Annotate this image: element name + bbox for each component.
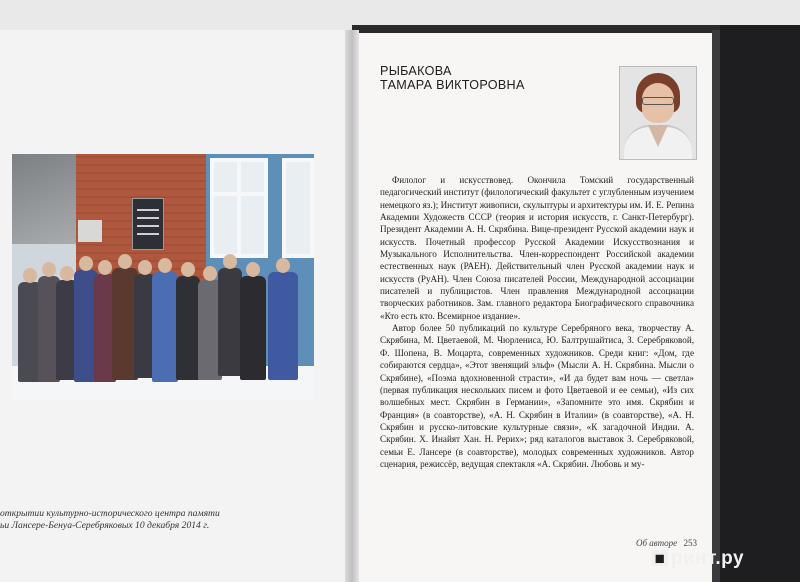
photo-person-head — [181, 262, 195, 277]
cover-edge-shadow — [712, 30, 720, 582]
photo-person-head — [118, 254, 132, 269]
author-name — [380, 64, 525, 92]
photo-person — [218, 268, 242, 376]
photo-person — [240, 276, 266, 380]
watermark-text: ринт.ру — [671, 548, 745, 569]
photo-window — [210, 158, 268, 258]
photo-person-head — [98, 260, 112, 275]
photo-person-head — [23, 268, 37, 283]
cover-edge — [720, 25, 800, 582]
photo-memorial-plaque — [132, 198, 164, 250]
photo-person-head — [60, 266, 74, 281]
page-number: 253 — [683, 538, 697, 548]
author-given-names: ТАМАРА ВИКТОРОВНА — [380, 78, 525, 92]
photo-person — [268, 272, 298, 380]
author-portrait — [619, 66, 697, 160]
watermark — [652, 548, 744, 570]
caption-line-2: ьи Лансере-Бенуа-Серебряковых 10 декабря 2014 г. — [0, 520, 210, 531]
photo-person-head — [42, 262, 56, 277]
photo-person-head — [79, 256, 93, 271]
photo-roof — [12, 154, 76, 244]
author-biography — [380, 174, 694, 470]
photo-person-head — [246, 262, 260, 277]
group-photo — [12, 154, 314, 400]
photo-person-head — [203, 266, 217, 281]
photo-wall-box — [78, 220, 102, 242]
photo-person — [152, 272, 178, 382]
photo-person — [176, 276, 200, 380]
photo-window-2 — [282, 158, 314, 258]
page-footer — [636, 538, 697, 548]
biography-paragraph-1: Филолог и искусствовед. Окончила Томский государственный педагогический институт (филологический факультет с углубленным изучением немецкого яз.); Институт живописи, скульптуры и архитектуры им. И. Е. Репина Академии Художеств СССР (теория и история искусств, г. Санкт-Петербург). Президент Академии А. Н. Скрябина. Вице-президент Русской академии наук и искусств. Почетный профессор Русской Академии Искусствознания и Музыкального Исполнительства. Член-корреспондент Российской академии естественных наук (РАЕН). Действительный член Русской академии наук и искусств (РуАН). Член Союза писателей России, Международной ассоциации писателей и публицистов. Член правления Международной ассоциации творческих работников. Зам. главного редактора Биографического справочника «Кто есть кто. Всемирное издание». — [380, 175, 694, 321]
photo-person-head — [276, 258, 290, 273]
photo-caption — [0, 508, 340, 532]
book-gutter — [345, 30, 359, 582]
photo-person-head — [138, 260, 152, 275]
photo-person-head — [223, 254, 237, 269]
biography-paragraph-2: Автор более 50 публикаций по культуре Серебряного века, творчеству А. Скрябина, М. Цветаевой, М. Чюрлениса, Ю. Балтрушайтиса, З. Серебряковой, Ф. Шопена, В. Моцарта, современных художников. Среди книг: «Дом, где собираются сердца», «Этот звенящий эльф» (Мысли А. Н. Скрябина. Мысли о Скрябине), «Поэма вдохновенной страсти», «И да будет вам ночь — светла» (первая публикация нескольких писем и фото Цветаевой и ее семьи), «Из сих волшебных мест. Скрябин в Германии», «Запомните это имя. Скрябин и Франция» (в соавторстве), «А. Н. Скрябин в Италии» (в соавторстве), «А. Н. Скрябин и русско-литовские культурные связи», «К загадочной Индии. А. Скрябин. Х. Инайят Хан. Н. Рерих»; ряд каталогов выставок З. Серебряковой, семьи Е. Лансере (в соавторстве), молодых современных художников. Автор сценария, режиссёр, ведущая спектакля «А. Скрябин. Любовь и му- — [380, 323, 694, 469]
caption-line-1: открытии культурно-исторического центра памяти — [0, 508, 220, 519]
photo-person-head — [158, 258, 172, 273]
watermark-logo-icon: ◼ — [652, 550, 668, 566]
author-surname: РЫБАКОВА — [380, 64, 452, 78]
footer-section: Об авторе — [636, 538, 678, 548]
